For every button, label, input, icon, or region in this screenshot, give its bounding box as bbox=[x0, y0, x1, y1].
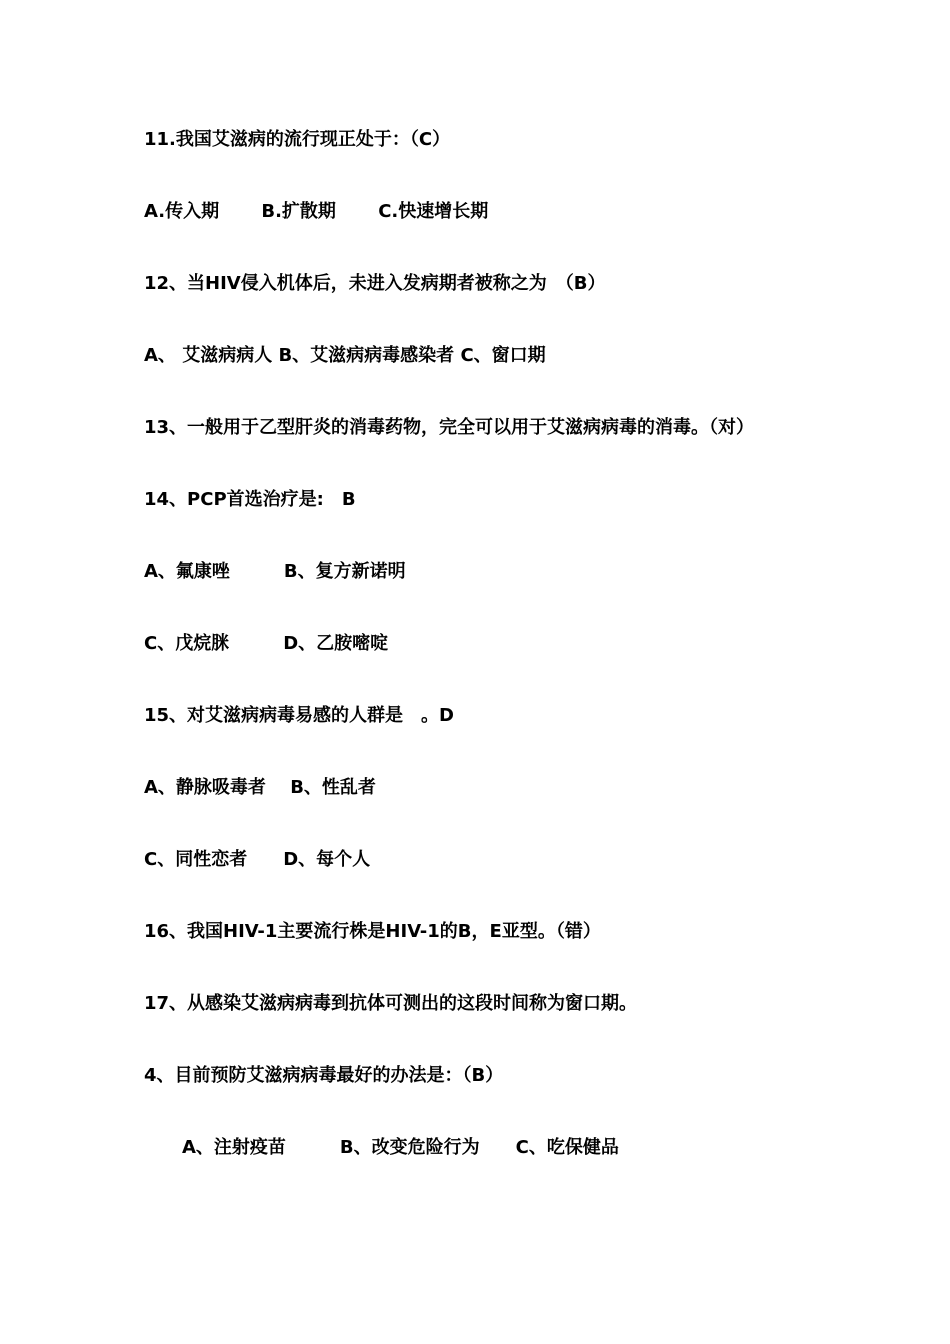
question-4-options bbox=[182, 1134, 619, 1162]
question-16-text: 16、我国HIV-1主要流行株是HIV-1的B，E亚型。（错） bbox=[144, 921, 601, 942]
question-11-options bbox=[144, 198, 488, 226]
question-14-options-cd-text: C、戊烷脒 D、乙胺嘧啶 bbox=[144, 633, 389, 654]
question-13-text: 13、一般用于乙型肝炎的消毒药物，完全可以用于艾滋病病毒的消毒。（对） bbox=[144, 417, 755, 438]
question-15-text: 15、对艾滋病病毒易感的人群是 。D bbox=[144, 705, 454, 726]
question-12-text: 12、当HIV侵入机体后，未进入发病期者被称之为 （B） bbox=[144, 273, 606, 294]
question-14-options-ab bbox=[144, 558, 406, 586]
question-4 bbox=[144, 1062, 503, 1090]
question-14-options-cd bbox=[144, 630, 388, 658]
question-4-options-text: A、注射疫苗 B、改变危险行为 C、吃保健品 bbox=[182, 1137, 619, 1158]
question-11 bbox=[144, 126, 450, 154]
question-16 bbox=[144, 918, 601, 946]
question-13 bbox=[144, 414, 754, 442]
question-15 bbox=[144, 702, 454, 730]
question-15-options-ab-text: A、静脉吸毒者 B、性乱者 bbox=[144, 777, 376, 798]
question-14-options-ab-text: A、氟康唑 B、复方新诺明 bbox=[144, 561, 406, 582]
question-17 bbox=[144, 990, 637, 1018]
question-14-text: 14、PCP首选治疗是: B bbox=[144, 489, 356, 510]
question-15-options-cd bbox=[144, 846, 370, 874]
question-4-text: 4、目前预防艾滋病病毒最好的办法是：（B） bbox=[144, 1065, 504, 1086]
question-11-options-text: A.传入期 B.扩散期 C.快速增长期 bbox=[144, 201, 489, 222]
question-12-options-text: A、 艾滋病病人 B、艾滋病病毒感染者 C、窗口期 bbox=[144, 345, 546, 366]
question-15-options-cd-text: C、同性恋者 D、每个人 bbox=[144, 849, 371, 870]
question-15-options-ab bbox=[144, 774, 376, 802]
question-14 bbox=[144, 486, 356, 514]
question-12 bbox=[144, 270, 605, 298]
question-17-text: 17、从感染艾滋病病毒到抗体可测出的这段时间称为窗口期。 bbox=[144, 993, 638, 1014]
question-11-text: 11.我国艾滋病的流行现正处于：（C） bbox=[144, 129, 451, 150]
question-12-options bbox=[144, 342, 546, 370]
